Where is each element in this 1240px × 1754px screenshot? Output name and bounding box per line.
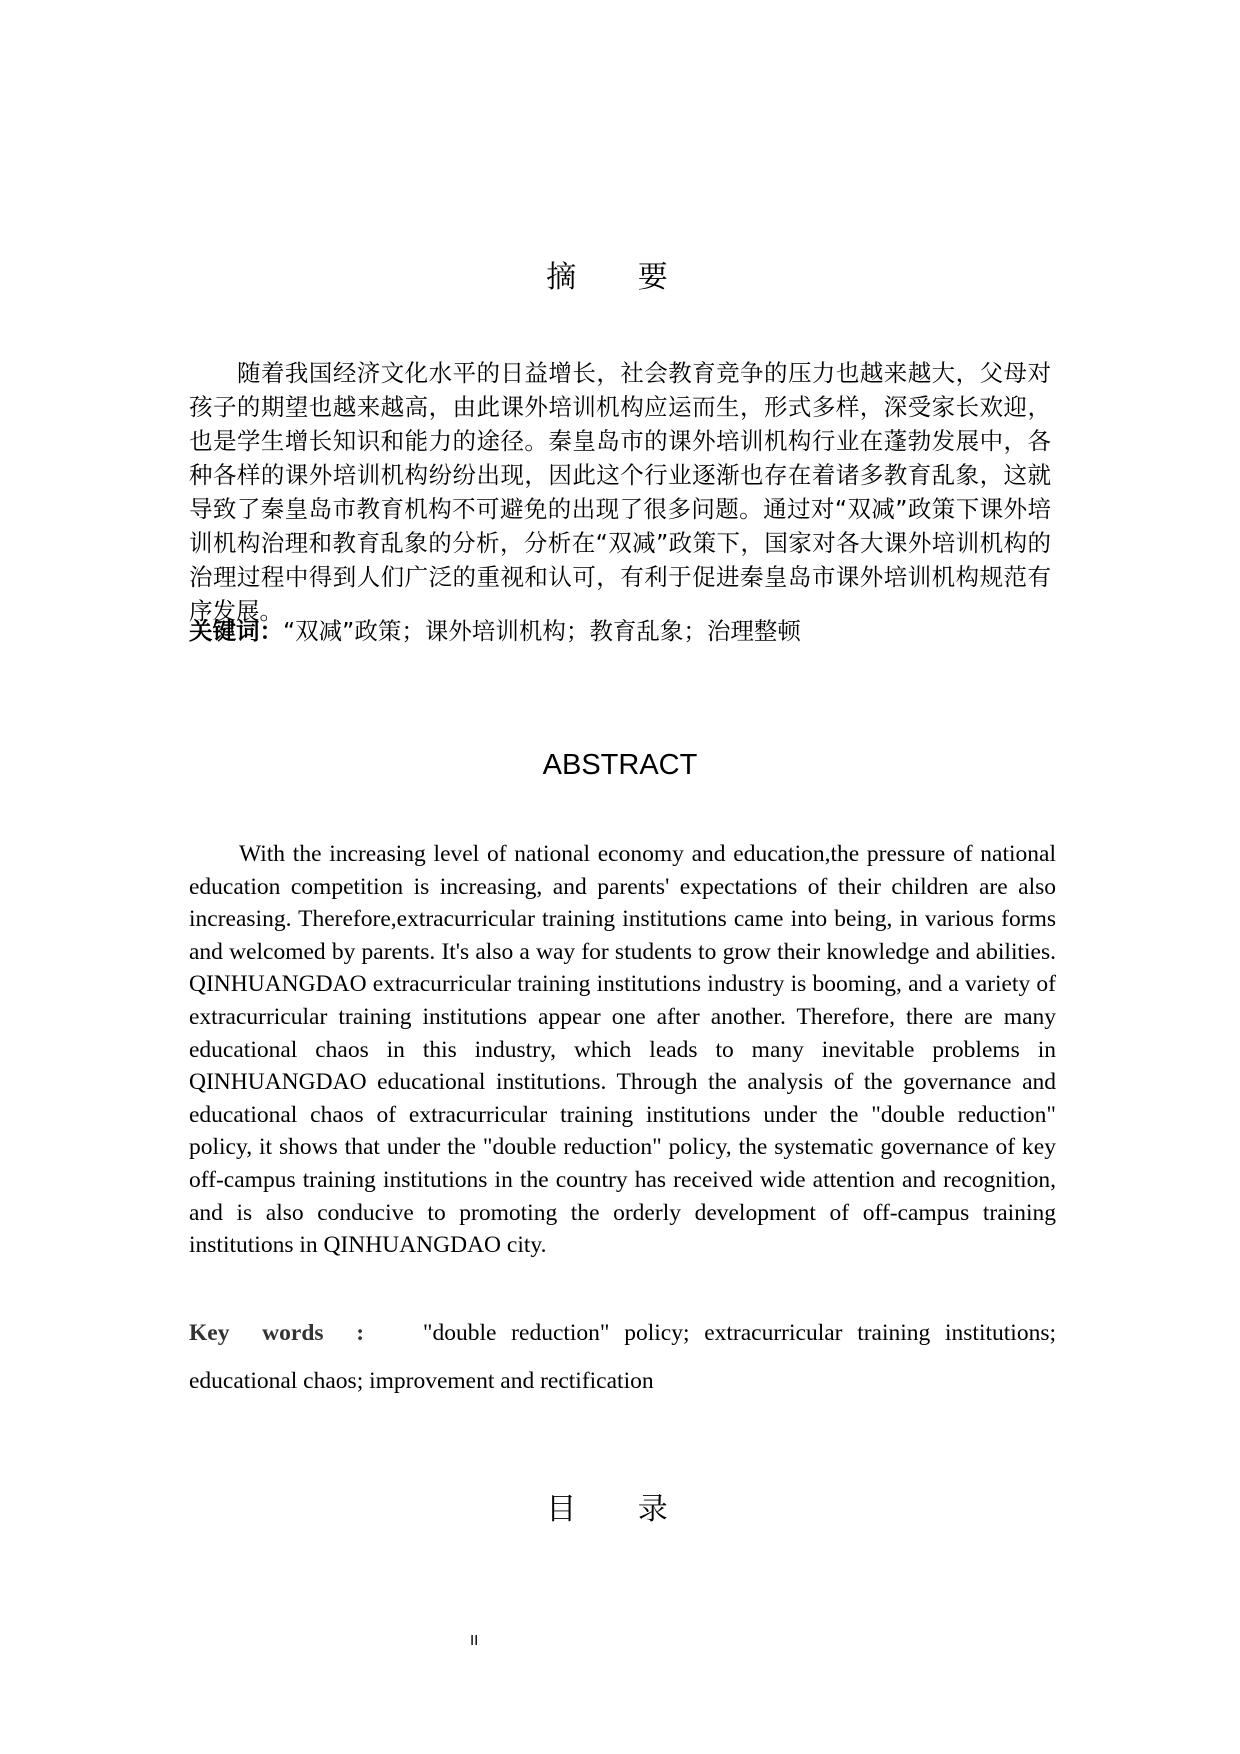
english-abstract-title: ABSTRACT [542, 749, 698, 781]
english-keywords [189, 1309, 1056, 1405]
chinese-keywords-text: “双减”政策；课外培训机构；教育乱象；治理整顿 [283, 617, 801, 645]
english-abstract-body: With the increasing level of national economy and education,the pressure of national education competition is increasing, and parents' expectations of their children are also increasing. Therefore,extracurricular training institutions came into being, in various forms and welcomed by parents. It's also a way for students to grow their knowledge and abilities. QINHUANGDAO extracurricular training institutions industry is booming, and a variety of extracurricular training institutions appear one after another. Therefore, there are many educational chaos in this industry, which leads to many inevitable problems in QINHUANGDAO educational institutions. Through the analysis of the governance and educational chaos of extracurricular training institutions under the "double reduction" policy, it shows that under the "double reduction" policy, the systematic governance of key off-campus training institutions in the country has received wide attention and recognition, and is also conducive to promoting the orderly development of off-campus training institutions in QINHUANGDAO city. [189, 841, 1056, 1259]
chinese-abstract-body: 随着我国经济文化水平的日益增长，社会教育竞争的压力也越来越大，父母对孩子的期望也越来越高，由此课外培训机构应运而生，形式多样，深受家长欢迎，也是学生增长知识和能力的途径。秦皇岛市的课外培训机构行业在蓬勃发展中，各种各样的课外培训机构纷纷出现，因此这个行业逐渐也存在着诸多教育乱象，这就导致了秦皇岛市教育机构不可避免的出现了很多问题。通过对“双减”政策下课外培训机构治理和教育乱象的分析，分析在“双减”政策下，国家对各大课外培训机构的治理过程中得到人们广泛的重视和认可，有利于促进秦皇岛市课外培训机构规范有序发展。 [189, 359, 1051, 625]
chinese-keywords [189, 614, 1051, 648]
chinese-keywords-label: 关键词： [189, 617, 283, 645]
english-keywords-text: "double reduction" policy; extracurricular training institutions; educational chaos; improvement and rectification [189, 1320, 1057, 1394]
english-keywords-label: Key words : [189, 1320, 365, 1346]
chinese-abstract-title: 摘 要 [546, 260, 694, 295]
table-of-contents-title: 目 录 [546, 1492, 694, 1527]
page-number: II [470, 1632, 479, 1649]
